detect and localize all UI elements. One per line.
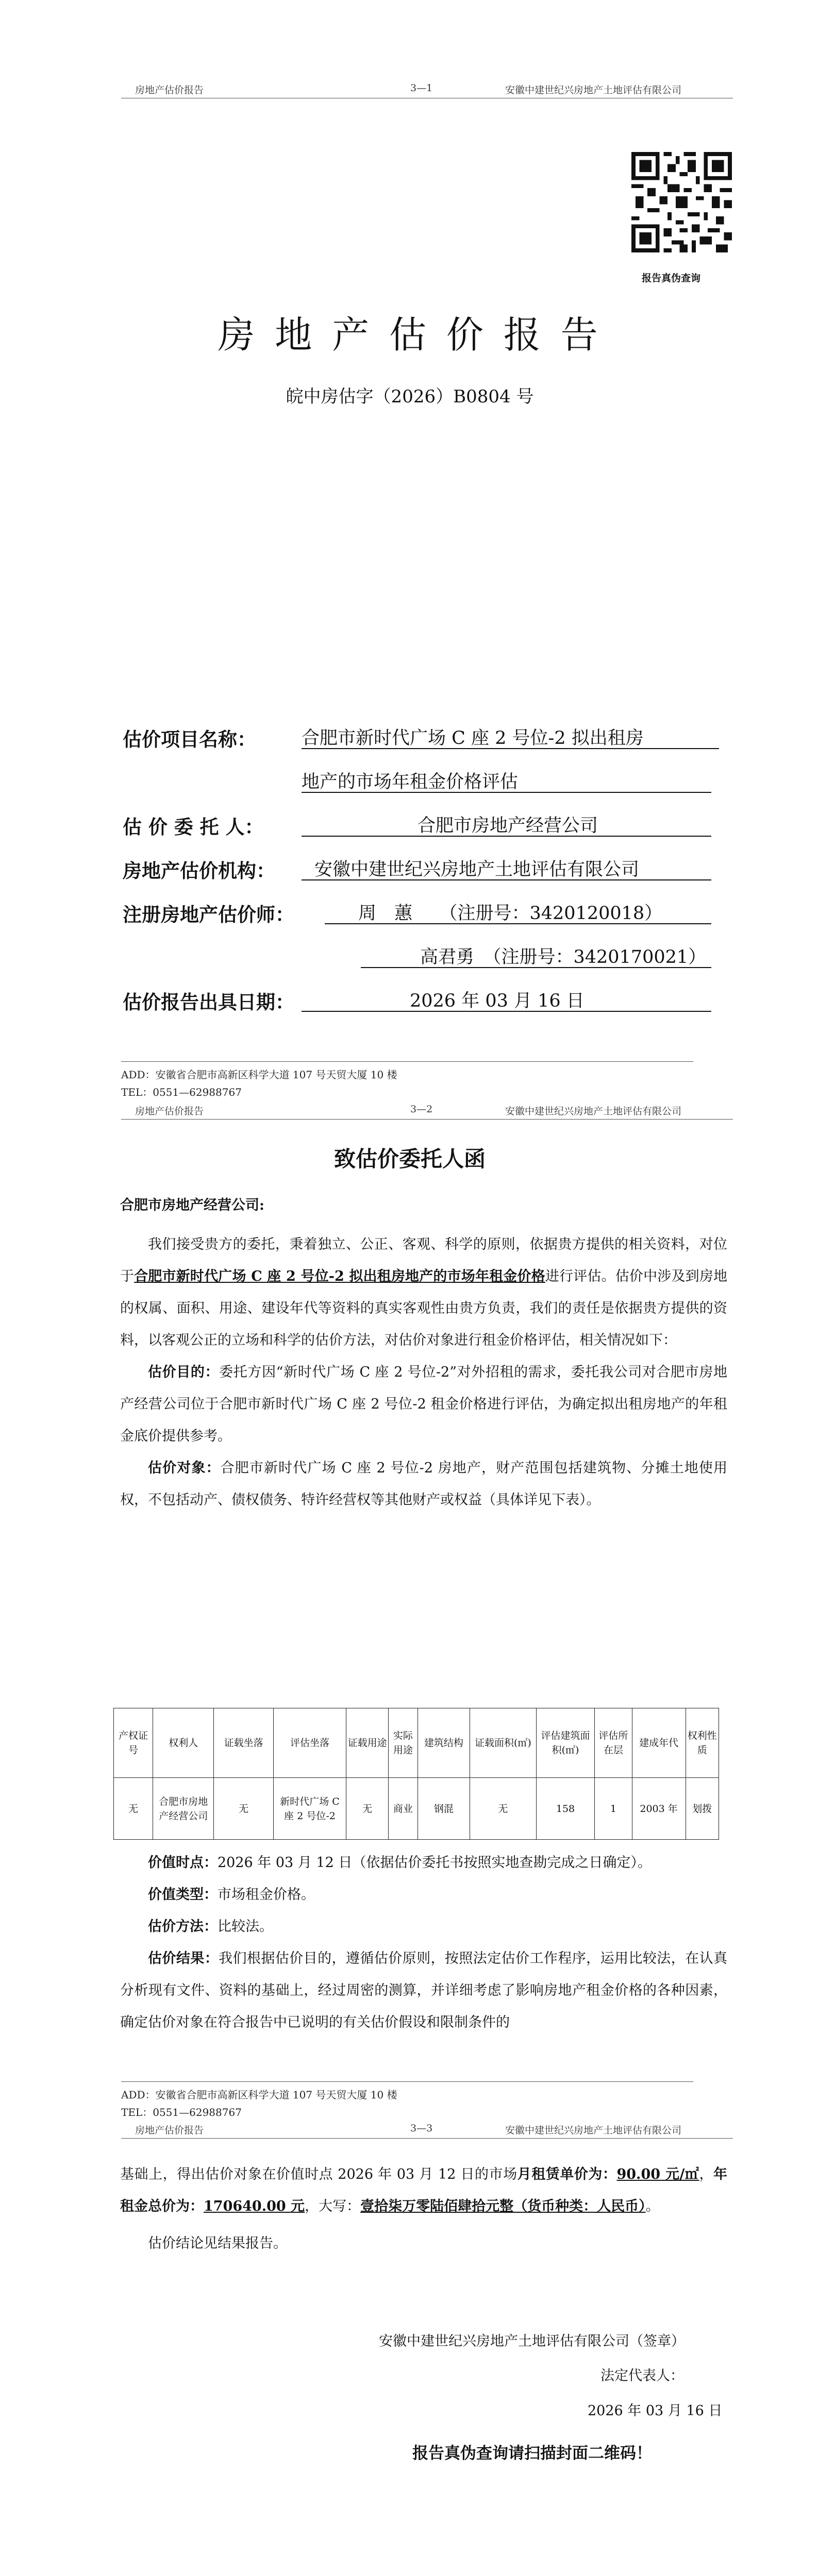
para-value-time: 价值时点：2026 年 03 月 12 日（依据估价委托书按照实地查勘完成之日确定）。 xyxy=(148,1855,652,1871)
para-closing: 估价结论见结果报告。 xyxy=(148,2235,287,2251)
letter-body-page3 xyxy=(120,2159,727,2260)
project-label: 估价项目名称： xyxy=(123,728,256,751)
para-intro: 我们接受贵方的委托，秉着独立、公正、客观、科学的原则，依据贵方提供的相关资料，对位于合肥市新时代广场 C 座 2 号位-2 拟出租房地产的市场年租金价格进行评估。估价中涉及到房地的权属、面积、用途、建设年代等资料的真实客观性由贵方负责，我们的责任是依据贵方提供的资料，以客观公正的立场和科学的估价方法，对估价对象进行租金价格评估，相关情况如下： xyxy=(120,1236,727,1348)
verify-note: 报告真伪查询请扫描封面二维码！ xyxy=(412,2444,652,2463)
header-page-no: 3—1 xyxy=(410,82,433,94)
agency-label: 房地产估价机构： xyxy=(123,859,275,882)
signer: 安徽中建世纪兴房地产土地评估有限公司（签章） xyxy=(379,2333,685,2349)
property-table xyxy=(113,1708,719,1840)
letter-body-page2 xyxy=(120,1229,727,1516)
letter-body-page2b xyxy=(120,1847,727,2039)
header-left: 房地产估价报告 xyxy=(135,2125,204,2136)
letter-salutation: 合肥市房地产经营公司: xyxy=(120,1197,264,1213)
table-header-row: 产权证号 权利人 证载坐落 评估坐落 证载用途 实际用途 建筑结构 证载面积(㎡) 评估建筑面积(㎡) 评估所在层 建成年代 权利性质 xyxy=(114,1708,719,1778)
header-left: 房地产估价报告 xyxy=(135,1106,204,1117)
date-label: 估价报告出具日期： xyxy=(123,991,294,1013)
header-left: 房地产估价报告 xyxy=(135,84,204,96)
para-value-type: 价值类型：市场租金价格。 xyxy=(148,1887,315,1903)
para-result-cont: 基础上，得出估价对象在价值时点 2026 年 03 月 12 日的市场月租赁单价为：90.00 元/㎡，年租金总价为：170640.00 元，大写：壹拾柒万零陆佰肆拾元整（货币种类：人民币）。 xyxy=(120,2166,728,2214)
report-number: 皖中房估字（2026）B0804 号 xyxy=(286,386,534,407)
header-right: 安徽中建世纪兴房地产土地评估有限公司 xyxy=(505,2125,682,2136)
para-method: 估价方法：比较法。 xyxy=(148,1919,273,1935)
date-value: 2026 年 03 月 16 日 xyxy=(410,991,585,1011)
appraiser-2: 高君勇 （注册号：3420170021） xyxy=(420,947,707,968)
footer-tel: TEL：0551—62988767 xyxy=(121,1086,242,1098)
appraiser-1: 周 蕙 （注册号：3420120018） xyxy=(358,903,663,924)
letter-title: 致估价委托人函 xyxy=(333,1146,486,1172)
para-purpose: 估价目的：委托方因“新时代广场 C 座 2 号位-2”对外招租的需求，委托我公司对合肥市房地产经营公司位于合肥市新时代广场 C 座 2 号位-2 租金价格进行评估，为确定拟出租房地产的年租金底价提供参考。 xyxy=(120,1364,728,1444)
header-right: 安徽中建世纪兴房地产土地评估有限公司 xyxy=(505,84,682,96)
footer-address: ADD：安徽省合肥市高新区科学大道 107 号天贸大厦 10 楼 xyxy=(121,1069,397,1081)
project-value-line2: 地产的市场年租金价格评估 xyxy=(302,772,519,792)
page-footer-1 xyxy=(121,1061,701,1101)
qr-caption: 报告真伪查询 xyxy=(642,273,701,284)
footer-tel: TEL：0551—62988767 xyxy=(121,2106,242,2119)
header-page-no: 3—3 xyxy=(410,2123,433,2134)
project-value-line1: 合肥市新时代广场 C 座 2 号位-2 拟出租房 xyxy=(302,728,644,749)
page-footer-2 xyxy=(121,2081,701,2121)
sign-date: 2026 年 03 月 16 日 xyxy=(588,2403,723,2419)
header-page-no: 3—2 xyxy=(410,1104,433,1115)
qr-code-icon[interactable] xyxy=(631,152,732,252)
para-object: 估价对象：合肥市新时代广场 C 座 2 号位-2 房地产，财产范围包括建筑物、分摊土地使用权，不包括动产、债权债务、特许经营权等其他财产或权益（具体详见下表）。 xyxy=(120,1460,727,1508)
client-label: 估 价 委 托 人： xyxy=(123,816,264,838)
table-row: 无 合肥市房地产经营公司 无 新时代广场 C 座 2 号位-2 无 商业 钢混 无 158 1 2003 年 划拨 xyxy=(114,1778,719,1840)
agency-value: 安徽中建世纪兴房地产土地评估有限公司 xyxy=(314,859,640,880)
legal-rep: 法定代表人： xyxy=(600,2368,684,2384)
header-right: 安徽中建世纪兴房地产土地评估有限公司 xyxy=(505,1106,682,1117)
appraiser-label: 注册房地产估价师： xyxy=(123,903,294,926)
report-title: 房 地 产 估 价 报 告 xyxy=(218,313,602,357)
footer-address: ADD：安徽省合肥市高新区科学大道 107 号天贸大厦 10 楼 xyxy=(121,2089,397,2101)
para-result: 估价结果：我们根据估价目的，遵循估价原则，按照法定估价工作程序，运用比较法，在认真分析现有文件、资料的基础上，经过周密的测算，并详细考虑了影响房地产租金价格的各种因素，确定估价对象在符合报告中已说明的有关估价假设和限制条件的 xyxy=(120,1951,727,2030)
client-value: 合肥市房地产经营公司 xyxy=(418,816,598,836)
